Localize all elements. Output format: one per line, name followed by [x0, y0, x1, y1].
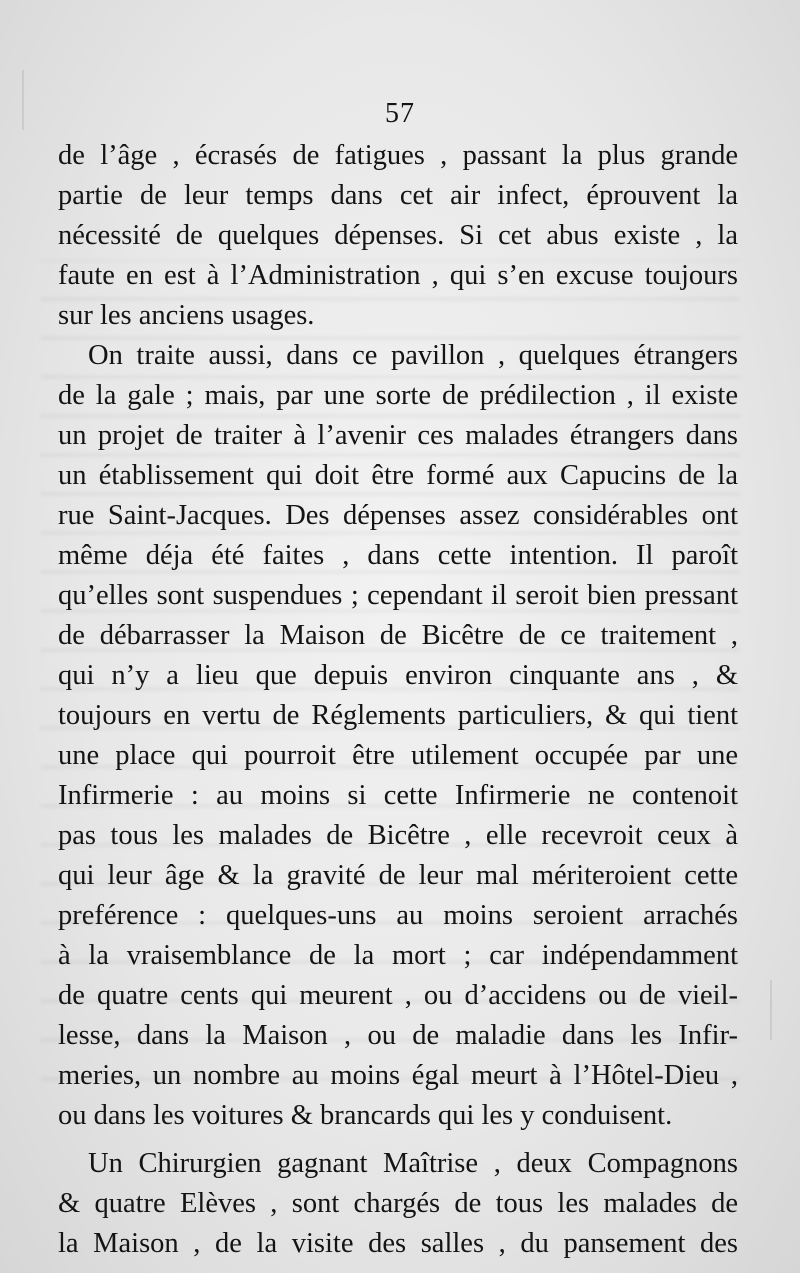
text-line: pas tous les malades de Bicêtre , elle recevroit ceux à	[58, 820, 738, 851]
text-line: un projet de traiter à l’avenir ces malades étrangers dans	[58, 420, 738, 451]
text-line: qu’elles sont suspendues ; cependant il seroit bien pressant	[58, 580, 738, 611]
text-line: faute en est à l’Administration , qui s’en excuse toujours	[58, 260, 738, 291]
text-line: & quatre Elèves , sont chargés de tous les malades de	[58, 1188, 738, 1219]
text-line: de quatre cents qui meurent , ou d’accidens ou de vieil-	[58, 980, 738, 1011]
paragraph-start-line: Un Chirurgien gagnant Maîtrise , deux Compagnons	[88, 1148, 738, 1179]
text-line: lesse, dans la Maison , ou de maladie dans les Infir-	[58, 1020, 738, 1051]
text-line: qui n’y a lieu que depuis environ cinquante ans , &	[58, 660, 738, 691]
text-line: meries, un nombre au moins égal meurt à l’Hôtel-Dieu ,	[58, 1060, 738, 1091]
text-line: Infirmerie : au moins si cette Infirmerie ne contenoit	[58, 780, 738, 811]
text-line: sur les anciens usages.	[58, 300, 315, 331]
text-line: preférence : quelques-uns au moins seroient arrachés	[58, 900, 738, 931]
text-line: rue Saint-Jacques. Des dépenses assez considérables ont	[58, 500, 738, 531]
text-line: de l’âge , écrasés de fatigues , passant la plus grande	[58, 140, 738, 171]
page-edge-mark	[770, 980, 772, 1040]
text-line: partie de leur temps dans cet air infect, éprouvent la	[58, 180, 738, 211]
text-line: à la vraisemblance de la mort ; car indépendamment	[58, 940, 738, 971]
text-line: qui leur âge & la gravité de leur mal mériteroient cette	[58, 860, 738, 891]
text-line: de débarrasser la Maison de Bicêtre de ce traitement ,	[58, 620, 738, 651]
body-text	[58, 136, 738, 1264]
text-line: un établissement qui doit être formé aux Capucins de la	[58, 460, 738, 491]
text-line: ou dans les voitures & brancards qui les y conduisent.	[58, 1100, 673, 1131]
text-line: la Maison , de la visite des salles , du pansement des	[58, 1228, 738, 1259]
text-line: une place qui pourroit être utilement occupée par une	[58, 740, 738, 771]
paragraph-start-line: On traite aussi, dans ce pavillon , quelques étrangers	[88, 340, 738, 371]
text-line: de la gale ; mais, par une sorte de prédilection , il existe	[58, 380, 738, 411]
page-number: 57	[385, 98, 415, 129]
text-line: toujours en vertu de Réglements particuliers, & qui tient	[58, 700, 738, 731]
text-line: même déja été faites , dans cette intention. Il paroît	[58, 540, 738, 571]
text-line: nécessité de quelques dépenses. Si cet abus existe , la	[58, 220, 738, 251]
